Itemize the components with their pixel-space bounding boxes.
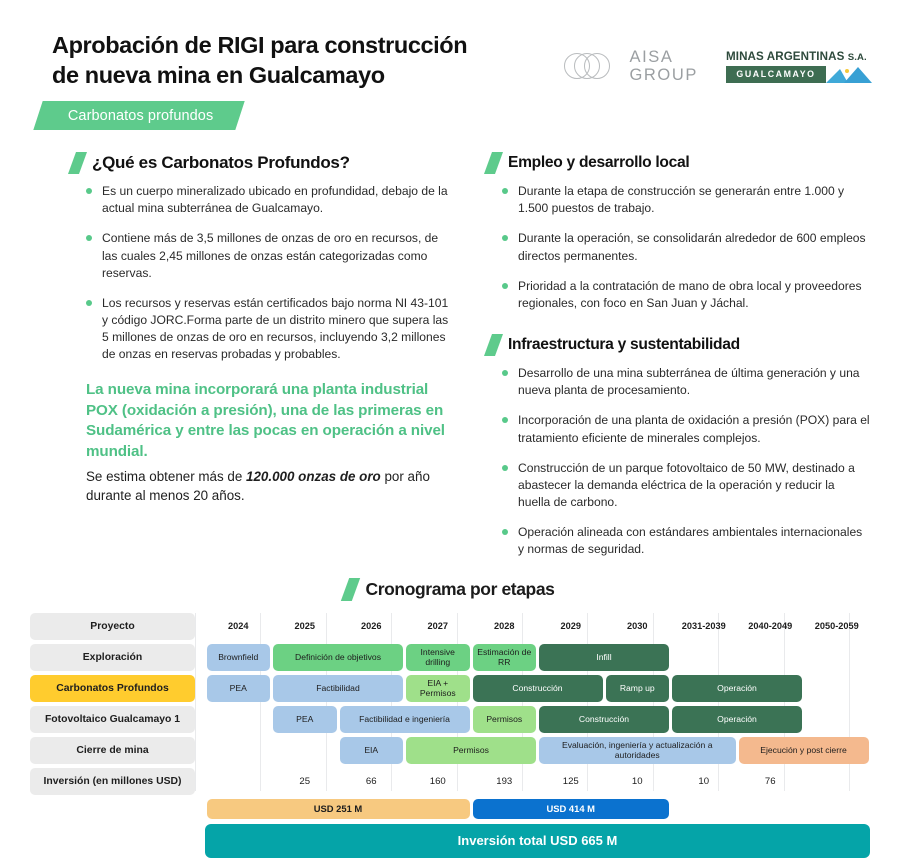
gantt-row-track — [205, 737, 870, 764]
gantt-column-header: 2024 — [228, 621, 249, 632]
section-header-infra — [488, 334, 870, 356]
estimate-suffix: por año durante al menos 20 años. — [86, 469, 430, 504]
gantt-row — [30, 675, 870, 702]
list-item: Los recursos y reservas están certificados bajo norma NI 43-101 y código JORC.Forma parte de un distrito minero que supera las 5 millones de onzas de oro en recursos, incluyendo 3,2 millones de onzas en reservas probadas y probables. — [86, 295, 454, 364]
infra-bullet-list — [488, 365, 870, 559]
gantt-column-header: 2031-2039 — [681, 621, 726, 632]
investment-values-track — [205, 768, 870, 795]
gantt-row-track — [205, 644, 870, 671]
list-item: Durante la operación, se consolidarán alrededor de 600 empleos directos permanentes. — [502, 230, 870, 264]
gantt-bar: Factibilidad e ingeniería — [340, 706, 470, 733]
subtitle-ribbon-label: Carbonatos profundos — [68, 107, 214, 124]
total-investment-bar: Inversión total USD 665 M — [205, 824, 870, 858]
aisa-logo-line-1: AISA — [629, 48, 674, 66]
production-estimate-text — [86, 467, 456, 505]
slash-icon — [341, 578, 360, 601]
gantt-bar: Ramp up — [606, 675, 670, 702]
gantt-column-header: 2050-2059 — [814, 621, 859, 632]
que-es-bullet-list — [72, 183, 454, 364]
investment-value: 10 — [631, 775, 643, 787]
list-item: Prioridad a la contratación de mano de obra local y proveedores regionales, con foco en San Juan y Jáchal. — [502, 278, 870, 312]
investment-value: 66 — [365, 775, 377, 787]
investment-value: 160 — [429, 775, 446, 787]
estimate-value: 120.000 onzas de oro — [246, 469, 381, 485]
gantt-bar: Brownfield — [207, 644, 271, 671]
gantt-row-label: Exploración — [30, 644, 195, 671]
gualcamayo-label: GUALCAMAYO — [726, 66, 826, 83]
slash-icon — [484, 152, 503, 174]
gantt-row-label: Cierre de mina — [30, 737, 195, 764]
list-item: Contiene más de 3,5 millones de onzas de oro en recursos, de las cuales 2,45 millones de onzas están categorizadas como reservas. — [86, 230, 454, 282]
list-item: Construcción de un parque fotovoltaico de 50 MW, destinado a abastecer la demanda eléctrica de la operación y reducir la huella de carbono. — [502, 460, 870, 512]
gantt-bar: PEA — [207, 675, 271, 702]
list-item: Durante la etapa de construcción se generarán entre 1.000 y 1.500 puestos de trabajo. — [502, 183, 870, 217]
subtitle-ribbon — [33, 101, 244, 130]
gantt-bar: Permisos — [406, 737, 536, 764]
list-item: Incorporación de una planta de oxidación a presión (POX) para el tratamiento eficiente de minerales complejos. — [502, 412, 870, 446]
header — [0, 0, 900, 140]
estimate-prefix: Se estima obtener más de — [86, 469, 247, 485]
gantt-row-track — [205, 675, 870, 702]
investment-label: Inversión (en millones USD) — [30, 768, 195, 795]
aisa-logo-line-2: GROUP — [629, 65, 698, 84]
gantt-title: Cronograma por etapas — [365, 578, 555, 599]
aisa-logo-text — [629, 48, 698, 84]
gantt-row-track — [205, 706, 870, 733]
gantt-column-header: 2026 — [361, 621, 382, 632]
minas-argentinas-logo — [726, 50, 878, 83]
gantt-section-header — [0, 578, 900, 601]
gantt-bar: Operación — [672, 675, 802, 702]
list-item: Operación alineada con estándares ambientales internacionales y normas de seguridad. — [502, 524, 870, 558]
minas-logo-title — [726, 50, 878, 63]
section-title: Infraestructura y sustentabilidad — [508, 336, 740, 354]
right-column — [470, 152, 870, 572]
title-line-1: Aprobación de RIGI para construcción — [52, 32, 468, 58]
investment-summary-track — [205, 799, 870, 819]
gantt-chart — [30, 613, 870, 819]
gantt-column-header: 2029 — [560, 621, 581, 632]
investment-value: 10 — [698, 775, 710, 787]
gantt-row — [30, 706, 870, 733]
gantt-row-label: Fotovoltaico Gualcamayo 1 — [30, 706, 195, 733]
gantt-bar: PEA — [273, 706, 337, 733]
gantt-row-label: Carbonatos Profundos — [30, 675, 195, 702]
slash-icon — [68, 152, 87, 174]
gantt-header-row — [30, 613, 870, 640]
gantt-row — [30, 644, 870, 671]
investment-value: 125 — [562, 775, 579, 787]
section-title: ¿Qué es Carbonatos Profundos? — [92, 153, 350, 172]
gantt-bar: Infill — [539, 644, 669, 671]
gantt-bar: Evaluación, ingeniería y actualización a autoridades — [539, 737, 736, 764]
section-header-empleo — [488, 152, 870, 174]
highlight-text: La nueva mina incorporará una planta industrial POX (oxidación a presión), una de las primeras en Sudamérica y entre las pocas en operación a nivel mundial. — [86, 380, 445, 461]
left-column — [24, 152, 454, 572]
gantt-bar: Construcción — [539, 706, 669, 733]
investment-summary-bar: USD 251 M — [207, 799, 470, 819]
page-title — [52, 30, 572, 90]
list-item: Desarrollo de una mina subterránea de última generación y una nueva planta de procesamiento. — [502, 365, 870, 399]
gantt-column-header: 2040-2049 — [748, 621, 793, 632]
gantt-bar: Factibilidad — [273, 675, 403, 702]
gantt-column-header: 2027 — [427, 621, 448, 632]
gantt-rows — [30, 644, 870, 764]
gantt-bar: Estimación de RR — [473, 644, 537, 671]
gantt-column-header: 2025 — [294, 621, 315, 632]
mountain-icon — [826, 66, 878, 83]
section-title: Empleo y desarrollo local — [508, 154, 690, 171]
gantt-column-headers — [205, 613, 870, 640]
empleo-bullet-list — [488, 183, 870, 312]
gantt-bar: Ejecución y post cierre — [739, 737, 869, 764]
gantt-bar: Intensive drilling — [406, 644, 470, 671]
section-header-que-es — [72, 152, 454, 174]
investment-value: 76 — [764, 775, 776, 787]
investment-row — [30, 768, 870, 795]
minas-logo-sa: S.A. — [847, 51, 867, 63]
gantt-bar: Permisos — [473, 706, 537, 733]
slash-icon — [484, 334, 503, 356]
minas-logo-bar — [726, 66, 878, 83]
title-line-2: de nueva mina en Gualcamayo — [52, 62, 385, 89]
gantt-bar: EIA — [340, 737, 404, 764]
investment-value: 193 — [496, 775, 513, 787]
list-item: Es un cuerpo mineralizado ubicado en profundidad, debajo de la actual mina subterránea de Gualcamayo. — [86, 183, 454, 217]
gantt-bar: Definición de objetivos — [273, 644, 403, 671]
minas-logo-name: MINAS ARGENTINAS — [726, 49, 845, 63]
aisa-group-logo — [564, 48, 698, 84]
investment-value: 25 — [299, 775, 311, 787]
content-columns — [0, 140, 900, 572]
gantt-column-header: 2030 — [627, 621, 648, 632]
gantt-row — [30, 737, 870, 764]
logo-group — [564, 48, 878, 84]
gantt-header-label: Proyecto — [30, 613, 195, 640]
rings-icon — [564, 51, 620, 81]
gantt-column-header: 2028 — [494, 621, 515, 632]
gantt-bar: Operación — [672, 706, 802, 733]
gantt-bar: Construcción — [473, 675, 603, 702]
gantt-bar: EIA + Permisos — [406, 675, 470, 702]
investment-summary-bar: USD 414 M — [473, 799, 670, 819]
investment-summary-row — [30, 799, 870, 819]
